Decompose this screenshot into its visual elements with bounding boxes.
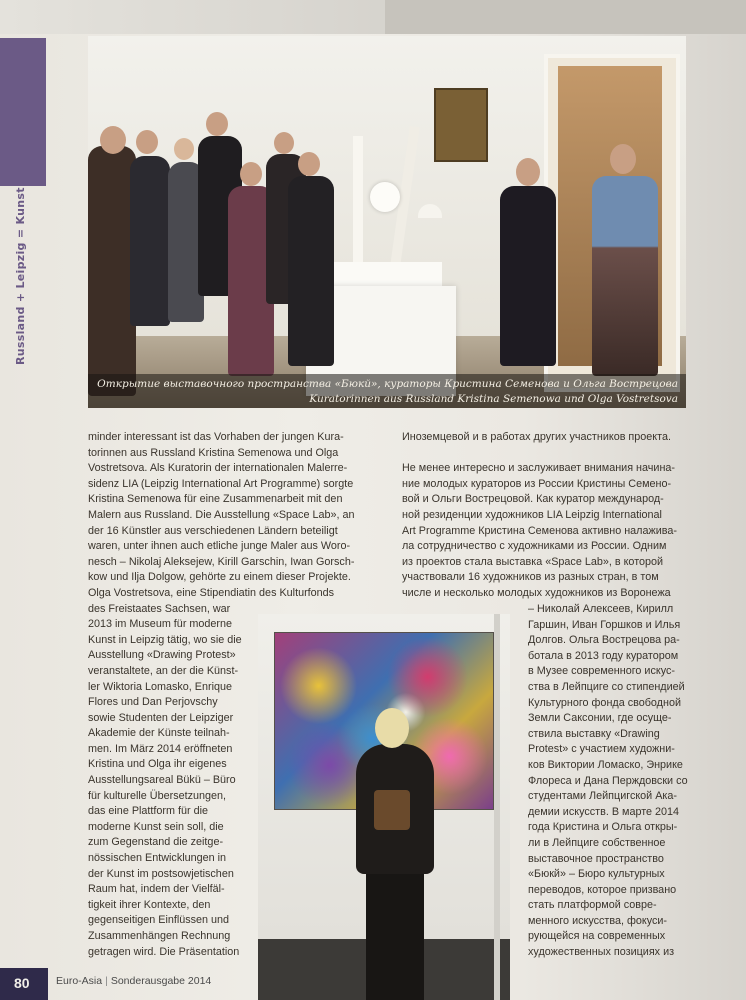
russian-text-column-top (402, 430, 688, 602)
text-line: Иноземцевой и в работах других участников проекта. (402, 431, 671, 443)
text-line: Zusammenhängen Rechnung (88, 930, 231, 942)
text-line: nesch – Nikolaj Aleksejew, Kirill Garschin, Iwan Gorsch- (88, 555, 355, 568)
text-line: Долгов. Ольга Вострецова ра- (528, 634, 680, 647)
text-line: men. Im März 2014 eröffneten (88, 742, 233, 755)
text-line: ства в Лейпциге со стипендией (528, 680, 685, 693)
viewer-legs (366, 870, 424, 1000)
viewer-shirt-print (374, 790, 410, 830)
visitor-head (240, 162, 262, 186)
text-line: Akademie der Künste teilnah- (88, 727, 230, 740)
text-line: ли в Лейпциге собственное (528, 836, 666, 849)
text-line: das eine Plattform für die (88, 805, 209, 818)
publication-name: Euro-Asia (56, 975, 103, 987)
text-line: tigkeit ihrer Kontexte, den (88, 898, 211, 911)
text-line: Kristina und Olga ihr eigenes (88, 758, 227, 771)
section-color-tab (0, 38, 46, 186)
text-line: переводов, которое призвано (528, 883, 677, 896)
text-line: Kristina Semenowa für eine Zusammenarbeit mit den (88, 493, 343, 506)
text-line: Vostretsova. Als Kuratorin der internationalen Malerre- (88, 462, 348, 475)
sculpture-pillar-left (353, 136, 363, 266)
text-line: в Музее современного искус- (528, 665, 675, 678)
visitor-head (136, 130, 158, 154)
text-line: из проектов стала выставка «Space Lab», в которой (402, 555, 664, 568)
text-line: художественных позициях из (528, 946, 675, 959)
text-line: minder interessant ist das Vorhaben der jungen Kura- (88, 431, 344, 443)
text-line: «Бюкй» – Бюро культурных (528, 868, 665, 881)
text-line: des Freistaates Sachsen, war (88, 602, 231, 615)
text-line: gegenseitigen Einflüssen und (88, 914, 230, 927)
curator-figure-right (592, 176, 658, 376)
text-line: менного искусства, фокуси- (528, 914, 668, 927)
text-line: sowie Studenten der Leipziger (88, 711, 234, 724)
visitor-figure (288, 176, 334, 366)
text-line: демии искусств. В марте 2014 (528, 805, 680, 818)
text-line: Культурного фонда свободной (528, 696, 681, 709)
text-line: Flores und Dan Perjovschy (88, 696, 218, 709)
footer-separator: | (105, 975, 108, 987)
text-line: veranstaltete, an der die Künst- (88, 664, 239, 677)
text-line: ков Виктории Ломаско, Энрике (528, 758, 683, 771)
visitor-figure (130, 156, 170, 326)
visitor-head (298, 152, 320, 176)
text-line: waren, unter ihnen auch etliche junge Maler aus Woro- (88, 540, 351, 553)
text-line: рующейся на современных (528, 930, 666, 943)
side-label-text: Russland + Leipzig = Kunst (14, 187, 27, 365)
visitor-head (100, 126, 126, 154)
text-line: ler Wiktoria Lomasko, Enrique (88, 680, 233, 693)
visitor-figure (88, 146, 136, 396)
photo2-pipe (494, 614, 500, 1000)
footer-publication (56, 975, 211, 987)
text-line: torinnen aus Russland Kristina Semenowa und Olga (88, 446, 339, 459)
sculpture-sphere (370, 182, 400, 212)
visitor-head (274, 132, 294, 154)
text-line: ботала в 2013 году куратором (528, 649, 679, 662)
text-line: Art Programme Кристина Семенова активно налажива- (402, 524, 677, 537)
text-line: Malern aus Russland. Die Ausstellung «Space Lab», an (88, 508, 355, 521)
text-line: числе и несколько молодых художников из Воронежа (402, 586, 671, 599)
text-line: Ausstellungsareal Bükü – Büro (88, 774, 236, 787)
text-line (402, 446, 688, 462)
text-line: Земли Саксонии, где осуще- (528, 712, 672, 725)
caption-german: Kuratorinnen aus Russland Kristina Semenowa und Olga Vostretsova (309, 393, 678, 405)
photo-wall-plaque (434, 88, 488, 162)
text-line: zum Gegenstand die zeitge- (88, 836, 224, 849)
page-number: 80 (14, 975, 30, 991)
text-line: студентами Лейпцигской Ака- (528, 790, 677, 803)
gallery-viewer-photo (258, 614, 510, 1000)
text-line: Kunst in Leipzig tätig, wo sie die (88, 633, 242, 646)
page-number-box (0, 968, 48, 1000)
text-line: ние молодых кураторов из России Кристины Семено- (402, 477, 672, 490)
text-line: nössischen Entwicklungen in (88, 852, 227, 865)
curator-head-right (610, 144, 636, 174)
photo-caption (88, 374, 686, 408)
text-line: ла сотрудничество с художниками из России. Одним (402, 540, 667, 553)
text-line: moderne Kunst sein soll, die (88, 820, 224, 833)
text-line: sidenz LIA (Leipzig International Art Programme) sorgte (88, 477, 354, 490)
section-side-label (14, 187, 42, 365)
curator-figure-left (500, 186, 556, 366)
visitor-head (206, 112, 228, 136)
issue-name: Sonderausgabe 2014 (110, 975, 212, 987)
text-line: 2013 im Museum für moderne (88, 618, 233, 631)
text-line: Ausstellung «Drawing Protest» (88, 649, 236, 662)
text-line: Olga Vostretsova, eine Stipendiatin des Kulturfonds (88, 586, 335, 599)
top-strip (0, 0, 746, 34)
text-line: вой и Ольги Вострецовой. Как куратор международ- (402, 493, 664, 506)
visitor-head (174, 138, 194, 160)
top-strip-right (385, 0, 746, 34)
text-line: der Kunst im postsowjetischen (88, 867, 234, 880)
text-line: выставочное пространство (528, 852, 664, 865)
text-line: – Николай Алексеев, Кирилл (528, 603, 674, 615)
russian-text-column-narrow (528, 602, 690, 961)
exhibition-opening-photo (88, 36, 686, 408)
caption-russian: Открытие выставочного пространства «Бюкй», кураторы Кристина Семенова и Ольга Вострецова (97, 378, 678, 390)
text-line: der 16 Künstler aus verschiedenen Ländern beteiligt (88, 524, 338, 537)
viewer-head (375, 708, 409, 748)
text-line: Raum hat, indem der Vielfäl- (88, 883, 225, 896)
text-line: года Кристина и Ольга откры- (528, 821, 678, 834)
text-line: Гаршин, Иван Горшков и Илья (528, 618, 681, 631)
text-line: Protest» с участием художни- (528, 743, 675, 756)
text-line: getragen wird. Die Präsentation (88, 945, 240, 958)
text-line: стать платформой совре- (528, 899, 657, 912)
curator-head-left (516, 158, 540, 186)
text-line: Не менее интересно и заслуживает внимания начина- (402, 462, 676, 475)
text-line: kow und Ilja Dolgow, gehörte zu einem dieser Projekte. (88, 571, 351, 584)
text-line: участвовали 16 художников из разных стран, в том (402, 571, 659, 584)
text-line: ствила выставку «Drawing (528, 727, 660, 740)
text-line: ной резиденции художников LIA Leipzig International (402, 508, 662, 521)
text-line: Флореса и Дана Перждовски со (528, 774, 688, 787)
text-line: für kulturelle Übersetzungen, (88, 789, 227, 802)
